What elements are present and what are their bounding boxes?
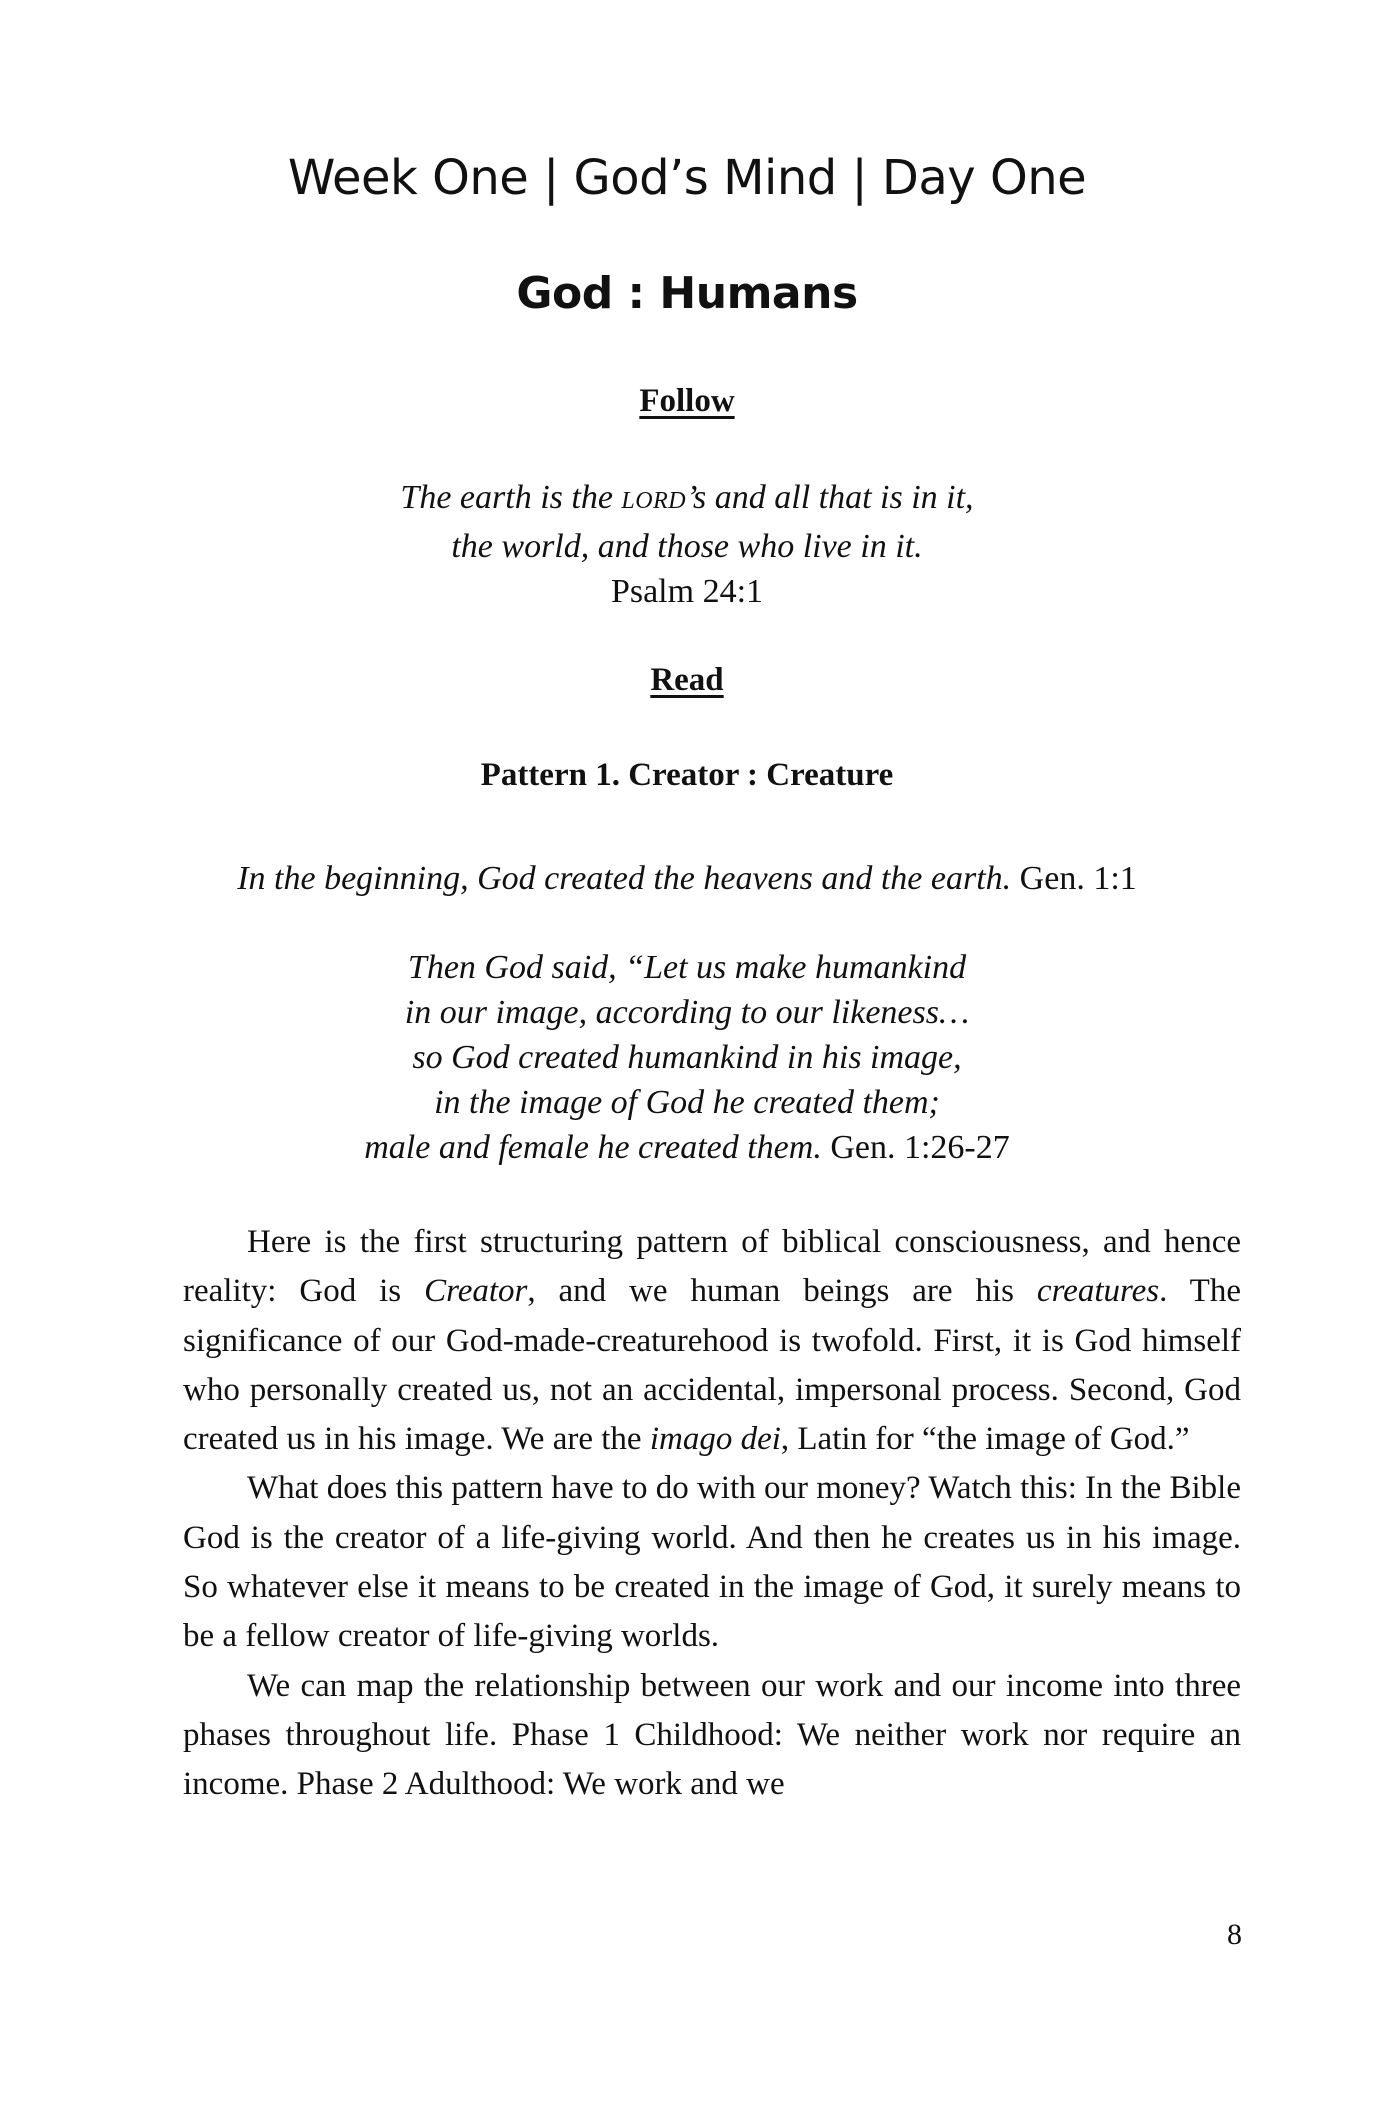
psalm-line-2: the world, and those who live in it.	[451, 528, 923, 565]
genesis-verse-2-line: in the image of God he created them;	[434, 1084, 940, 1121]
psalm-line-1-a: The earth is the	[400, 479, 622, 516]
genesis-verse-1-text: In the beginning, God created the heavens and the earth.	[237, 860, 1012, 897]
p1-text-b: , and we human beings are his	[527, 1273, 1037, 1310]
p1-creatures: creatures	[1036, 1273, 1160, 1310]
psalm-line-1	[0, 475, 1374, 524]
genesis-verse-1	[0, 856, 1374, 901]
pattern-title: Pattern 1. Creator : Creature	[480, 757, 894, 793]
p1-creator: Creator	[424, 1273, 528, 1310]
genesis-verse-2-last-text: male and female he created them.	[364, 1129, 822, 1166]
genesis-verse-2-line: Then God said, “Let us make humankind	[407, 949, 967, 986]
genesis-verse-1-ref: Gen. 1:1	[1011, 860, 1137, 897]
paragraph-1	[183, 1218, 1241, 1464]
genesis-verse-2-last	[0, 1125, 1374, 1170]
p1-imago-dei: imago dei	[649, 1421, 781, 1458]
paragraph-3: We can map the relationship between our work and our income into three phases throughout life. Phase 1 Childhood: We neither work nor require an income. Phase 2 Adulthood: We work and we	[183, 1667, 1241, 1803]
running-header: Week One | God’s Mind | Day One	[287, 150, 1087, 206]
lord-small-caps: LORD	[621, 488, 687, 514]
page-title: God : Humans	[516, 268, 858, 319]
body-text	[183, 1218, 1241, 1810]
paragraph-2: What does this pattern have to do with our money? Watch this: In the Bible God is the creator of a life-giving world. And then he creates us in his image. So whatever else it means to be created in the image of God, it surely means to be a fellow creator of life-giving worlds.	[183, 1470, 1241, 1655]
page-number: 8	[1227, 1918, 1242, 1951]
psalm-reference: Psalm 24:1	[610, 573, 764, 610]
p1-text-c: . The significance of our God-made-creaturehood is twofold. First, it is God himself who personally created us, not an accidental, impersonal process. Second, God created us in his image. We are the	[183, 1273, 1241, 1458]
psalm-verse	[0, 475, 1374, 614]
p1-text-a: Here is the first structuring pattern of biblical consciousness, and hence reality: God is	[183, 1224, 1241, 1310]
genesis-verse-2-line: so God created humankind in his image,	[412, 1039, 962, 1076]
genesis-verse-2-line: in our image, according to our likeness…	[404, 994, 970, 1031]
read-heading: Read	[650, 662, 724, 698]
genesis-verse-2-ref: Gen. 1:26-27	[821, 1129, 1010, 1166]
p1-text-d: , Latin for “the image of God.”	[780, 1421, 1190, 1458]
psalm-line-1-b: ’s and all that is in it,	[686, 479, 974, 516]
genesis-verse-2	[0, 945, 1374, 1170]
follow-heading: Follow	[639, 383, 735, 419]
